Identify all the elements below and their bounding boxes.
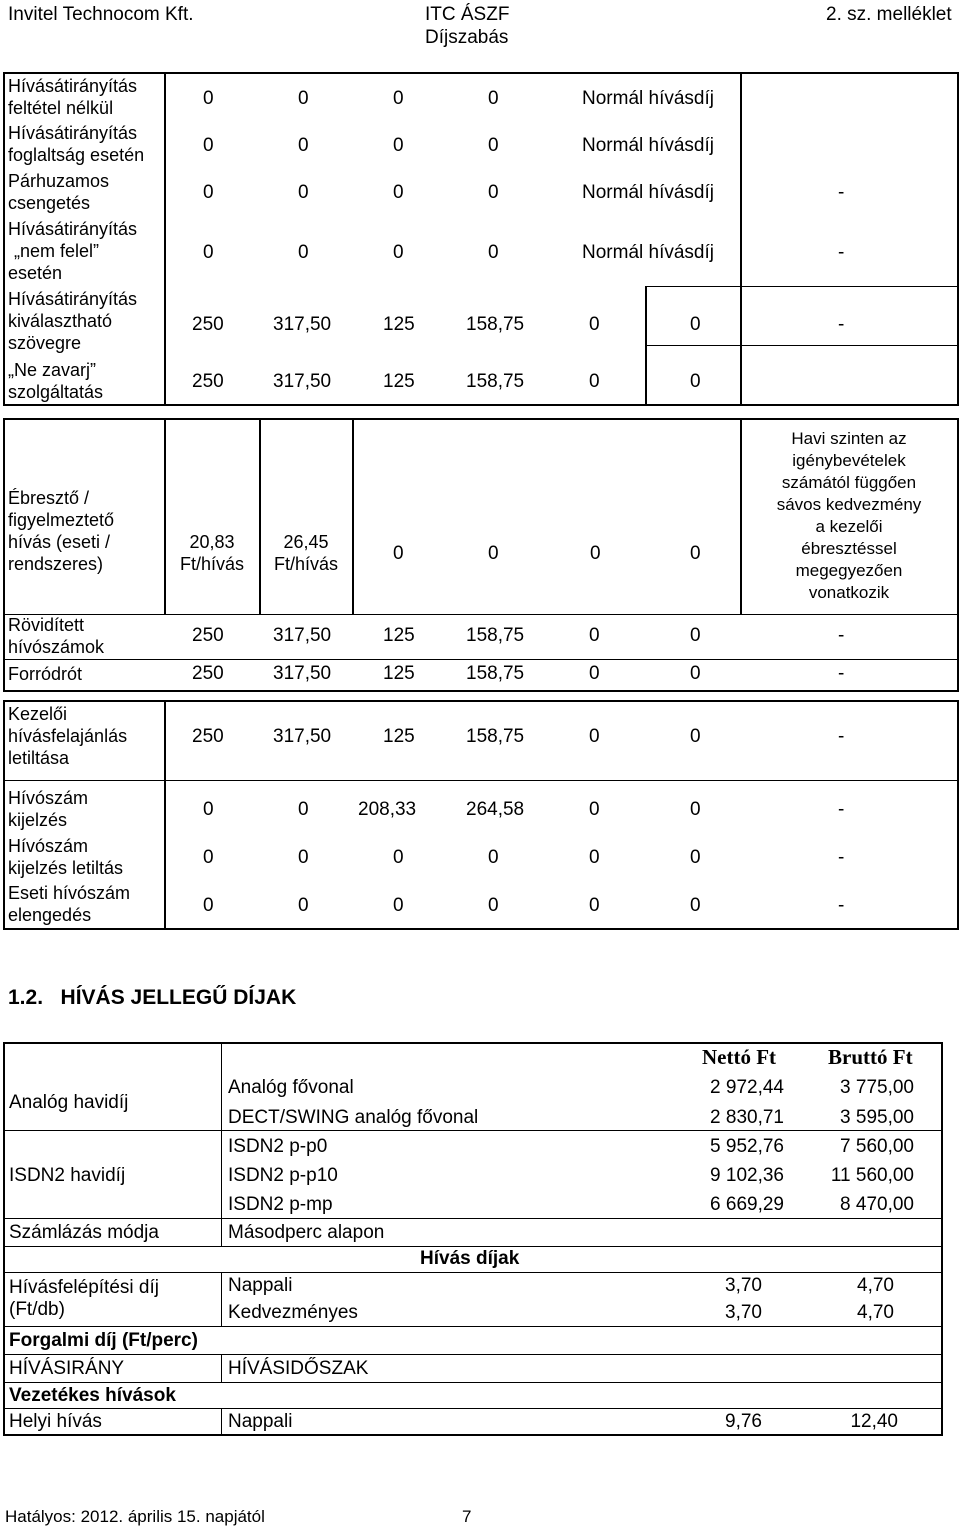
value-cell: 158,75 — [466, 371, 525, 392]
value-cell: 0 — [298, 88, 309, 109]
value-cell: - — [838, 663, 845, 684]
fee-row-net: 5 952,76 — [710, 1136, 784, 1157]
value-cell: Normál hívásdíj — [582, 135, 714, 156]
value-cell: 0 — [203, 895, 214, 916]
value-cell: 250 — [192, 663, 224, 684]
value-cell: 125 — [383, 314, 415, 335]
value-cell: 0 — [690, 543, 701, 564]
isdn-monthly-label: ISDN2 havidíj — [9, 1165, 126, 1186]
local-call-label: Helyi hívás — [9, 1411, 102, 1432]
value-cell: 0 — [690, 625, 701, 646]
annex-label: 2. sz. melléklet — [826, 4, 952, 25]
row-label: Hívásátirányítás „nem felel” esetén — [8, 219, 138, 283]
row-label: Hívásátirányítás foglaltság esetén — [8, 123, 145, 165]
clir-label: Hívószám kijelzés letiltás — [8, 836, 124, 878]
value-cell: 0 — [203, 847, 214, 868]
value-cell: 0 — [690, 314, 701, 335]
col-header-net: Nettó Ft — [702, 1045, 777, 1069]
operator-offer-label: Kezelői hívásfelajánlás letiltása — [8, 704, 128, 768]
value-cell: 250 — [192, 371, 224, 392]
fee-row-net: 2 972,44 — [710, 1077, 784, 1098]
value-cell: 125 — [383, 726, 415, 747]
value-cell: 0 — [298, 182, 309, 203]
col-header-gross: Bruttó Ft — [828, 1045, 913, 1069]
value-cell: 0 — [488, 847, 499, 868]
value-cell: 0 — [488, 543, 499, 564]
value-cell: 0 — [393, 88, 404, 109]
value-cell: 0 — [393, 242, 404, 263]
fee-row-gross: 8 470,00 — [840, 1194, 914, 1215]
doc-title: ITC ÁSZF — [425, 4, 510, 25]
wake-up-fee-gross: 26,45 Ft/hívás — [273, 532, 339, 574]
value-cell: - — [838, 625, 845, 646]
value-cell: 0 — [393, 543, 404, 564]
value-cell: - — [838, 895, 845, 916]
value-cell: 125 — [383, 625, 415, 646]
call-fees-heading: Hívás díjak — [420, 1248, 520, 1269]
value-cell: 317,50 — [273, 726, 332, 747]
release-label: Eseti hívószám elengedés — [8, 883, 131, 925]
value-cell: - — [838, 182, 845, 203]
value-cell: 0 — [589, 663, 600, 684]
fee-row-net: 3,70 — [725, 1275, 762, 1296]
value-cell: 250 — [192, 314, 224, 335]
value-cell: 0 — [393, 847, 404, 868]
value-cell: - — [838, 847, 845, 868]
row-label: „Ne zavarj” szolgáltatás — [8, 360, 104, 402]
fee-row-name: DECT/SWING analóg fővonal — [228, 1107, 479, 1128]
value-cell: 0 — [589, 895, 600, 916]
traffic-fee-label: Forgalmi díj (Ft/perc) — [9, 1330, 198, 1351]
wake-up-label: Ébresztő / figyelmeztető hívás (eseti / rendszeres) — [8, 488, 115, 574]
fee-row-gross: 3 595,00 — [840, 1107, 914, 1128]
value-cell: - — [838, 314, 845, 335]
value-cell: 0 — [589, 726, 600, 747]
value-cell: 264,58 — [466, 799, 525, 820]
fee-row-name: ISDN2 p-p0 — [228, 1136, 328, 1157]
value-cell: 0 — [690, 895, 701, 916]
doc-subtitle: Díjszabás — [425, 27, 509, 48]
value-cell: 158,75 — [466, 625, 525, 646]
short-numbers-label: Rövidített hívószámok — [8, 615, 105, 657]
value-cell: - — [838, 242, 845, 263]
value-cell: Normál hívásdíj — [582, 182, 714, 203]
fee-row-gross: 4,70 — [857, 1302, 894, 1323]
value-cell: 0 — [690, 663, 701, 684]
value-cell: 317,50 — [273, 371, 332, 392]
fee-row-net: 2 830,71 — [710, 1107, 784, 1128]
fee-row-name: Kedvezményes — [228, 1302, 358, 1323]
billing-method-value: Másodperc alapon — [228, 1222, 385, 1243]
value-cell: 208,33 — [358, 799, 417, 820]
value-cell: 250 — [192, 726, 224, 747]
section-title: 1.2. HÍVÁS JELLEGŰ DÍJAK — [8, 986, 297, 1009]
value-cell: 0 — [298, 895, 309, 916]
value-cell: 250 — [192, 625, 224, 646]
value-cell: 0 — [393, 895, 404, 916]
value-cell: 0 — [393, 182, 404, 203]
value-cell: 0 — [589, 847, 600, 868]
wake-up-fee-net: 20,83 Ft/hívás — [179, 532, 245, 574]
value-cell: 0 — [393, 135, 404, 156]
period-label: HÍVÁSIDŐSZAK — [228, 1358, 369, 1379]
fee-row-net: 6 669,29 — [710, 1194, 784, 1215]
company-name: Invitel Technocom Kft. — [8, 4, 194, 25]
fee-row-gross: 11 560,00 — [830, 1165, 914, 1186]
value-cell: 125 — [383, 663, 415, 684]
clip-label: Hívószám kijelzés — [8, 788, 89, 830]
local-call-period: Nappali — [228, 1411, 293, 1432]
value-cell: 0 — [488, 135, 499, 156]
wake-up-discount-note: Havi szinten az igénybevételek számától függően sávos kedvezmény a kezelői ébresztéssel megegyezően vonatkozik — [776, 429, 922, 602]
effective-date: Hatályos: 2012. április 15. napjától — [5, 1507, 265, 1526]
value-cell: 0 — [298, 242, 309, 263]
value-cell: 0 — [488, 88, 499, 109]
value-cell: 158,75 — [466, 726, 525, 747]
value-cell: 0 — [590, 543, 601, 564]
value-cell: 0 — [589, 371, 600, 392]
row-label: Párhuzamos csengetés — [8, 171, 110, 213]
value-cell: 0 — [203, 799, 214, 820]
value-cell: 0 — [203, 135, 214, 156]
value-cell: 125 — [383, 371, 415, 392]
billing-method-label: Számlázás módja — [9, 1222, 159, 1243]
row-label: Hívásátirányítás kiválasztható szövegre — [8, 289, 138, 353]
local-call-gross: 12,40 — [850, 1411, 898, 1432]
value-cell: Normál hívásdíj — [582, 242, 714, 263]
hotline-label: Forródrót — [8, 664, 83, 684]
wired-calls-label: Vezetékes hívások — [9, 1385, 176, 1406]
fee-row-gross: 4,70 — [857, 1275, 894, 1296]
value-cell: 0 — [488, 182, 499, 203]
value-cell: 0 — [298, 799, 309, 820]
value-cell: 0 — [203, 242, 214, 263]
row-label: Hívásátirányítás feltétel nélkül — [8, 76, 138, 118]
value-cell: 0 — [589, 799, 600, 820]
value-cell: 317,50 — [273, 314, 332, 335]
fee-row-name: ISDN2 p-mp — [228, 1194, 333, 1215]
fee-row-gross: 7 560,00 — [840, 1136, 914, 1157]
value-cell: 0 — [589, 314, 600, 335]
value-cell: 0 — [690, 847, 701, 868]
value-cell: Normál hívásdíj — [582, 88, 714, 109]
value-cell: 317,50 — [273, 625, 332, 646]
setup-fee-label: Hívásfelépítési díj (Ft/db) — [9, 1277, 159, 1320]
value-cell: 158,75 — [466, 663, 525, 684]
value-cell: 317,50 — [273, 663, 332, 684]
fee-row-net: 9 102,36 — [710, 1165, 784, 1186]
value-cell: 158,75 — [466, 314, 525, 335]
analog-monthly-label: Analóg havidíj — [9, 1092, 129, 1113]
value-cell: 0 — [298, 135, 309, 156]
fee-row-name: Analóg fővonal — [228, 1077, 354, 1098]
value-cell: 0 — [690, 726, 701, 747]
direction-label: HÍVÁSIRÁNY — [9, 1358, 125, 1379]
value-cell: - — [838, 799, 845, 820]
fee-row-name: ISDN2 p-p10 — [228, 1165, 338, 1186]
value-cell: 0 — [690, 371, 701, 392]
value-cell: 0 — [690, 799, 701, 820]
fee-row-name: Nappali — [228, 1275, 293, 1296]
value-cell: - — [838, 726, 845, 747]
local-call-net: 9,76 — [725, 1411, 762, 1432]
value-cell: 0 — [203, 182, 214, 203]
fee-row-gross: 3 775,00 — [840, 1077, 914, 1098]
fee-row-net: 3,70 — [725, 1302, 762, 1323]
value-cell: 0 — [203, 88, 214, 109]
value-cell: 0 — [589, 625, 600, 646]
value-cell: 0 — [488, 895, 499, 916]
value-cell: 0 — [488, 242, 499, 263]
value-cell: 0 — [298, 847, 309, 868]
page-number: 7 — [462, 1507, 472, 1526]
